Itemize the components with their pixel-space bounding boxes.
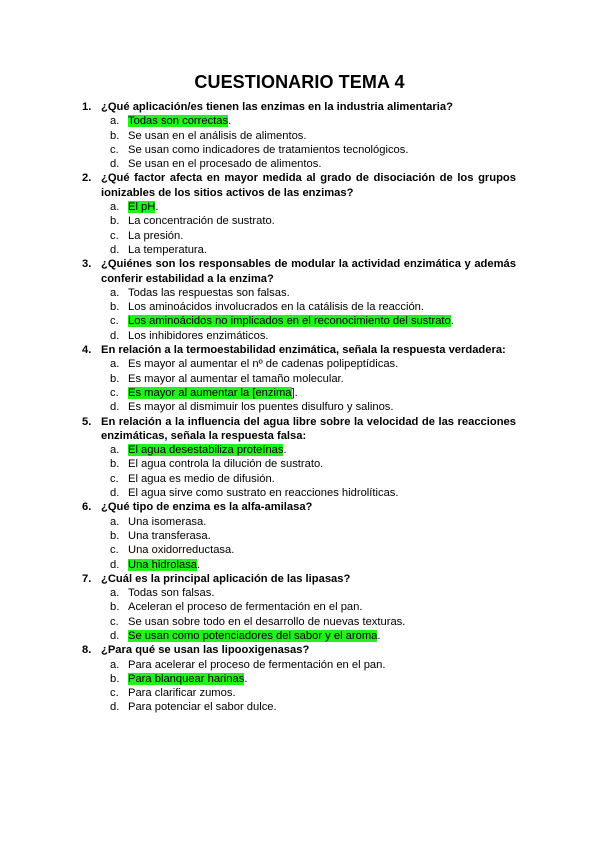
option-trailing-punctuation: . bbox=[197, 558, 201, 571]
option-body bbox=[128, 314, 516, 328]
option-letter: c. bbox=[110, 615, 119, 628]
option-letter: b. bbox=[110, 529, 120, 542]
option bbox=[82, 286, 516, 300]
question-block bbox=[82, 643, 516, 714]
option-trailing-punctuation: . bbox=[155, 201, 159, 214]
question-text: ¿Qué tipo de enzima es la alfa-amilasa? bbox=[101, 501, 313, 514]
option-text: Se usan en el procesado de alimentos. bbox=[128, 158, 322, 171]
option-body bbox=[128, 658, 516, 672]
option-text: Una isomerasa. bbox=[128, 515, 207, 528]
option-text: Los aminoácidos involucrados en la catálisis de la reacción. bbox=[128, 301, 425, 314]
option-body bbox=[128, 329, 516, 343]
option-text: Se usan en el análisis de alimentos. bbox=[128, 129, 307, 142]
option bbox=[82, 486, 516, 500]
option-letter: c. bbox=[110, 315, 119, 328]
question-number: 5. bbox=[82, 415, 92, 428]
question-number: 8. bbox=[82, 644, 92, 657]
option-letter: d. bbox=[110, 629, 120, 642]
option-trailing-punctuation: . bbox=[450, 315, 454, 328]
option-body bbox=[128, 129, 516, 143]
highlighted-answer-text: Se usan como potenciadores del sabor y el aroma bbox=[128, 629, 378, 642]
option-letter: b. bbox=[110, 301, 120, 314]
option bbox=[82, 214, 516, 228]
highlighted-answer-text: Una hidrolasa bbox=[128, 558, 198, 571]
option bbox=[82, 700, 516, 714]
option bbox=[82, 329, 516, 343]
option bbox=[82, 400, 516, 414]
option-list bbox=[82, 586, 516, 643]
question bbox=[82, 500, 516, 514]
option bbox=[82, 143, 516, 157]
option-letter: d. bbox=[110, 401, 120, 414]
question-text: ¿Para qué se usan las lipooxigenasas? bbox=[101, 644, 310, 657]
option-body bbox=[128, 300, 516, 314]
highlighted-answer-text: El agua desestabiliza proteínas bbox=[128, 444, 284, 457]
option-text: Aceleran el proceso de fermentación en el pan. bbox=[128, 601, 363, 614]
option-body bbox=[128, 472, 516, 486]
question-number: 4. bbox=[82, 344, 92, 357]
option-correct bbox=[82, 200, 516, 214]
option-list bbox=[82, 286, 516, 343]
option-text: Todas son falsas. bbox=[128, 587, 215, 600]
question-number: 7. bbox=[82, 572, 92, 585]
option-body bbox=[128, 457, 516, 471]
option-letter: a. bbox=[110, 201, 120, 214]
option-letter: b. bbox=[110, 458, 120, 471]
option bbox=[82, 658, 516, 672]
option-letter: d. bbox=[110, 487, 120, 500]
option-body bbox=[128, 114, 516, 128]
option-body bbox=[128, 672, 516, 686]
option-letter: a. bbox=[110, 115, 120, 128]
option-text: Una transferasa. bbox=[128, 529, 211, 542]
option-list bbox=[82, 114, 516, 171]
highlighted-answer-text: Los aminoácidos no implicados en el reconocimiento del sustrato bbox=[128, 315, 451, 328]
option-letter: c. bbox=[110, 544, 119, 557]
question-text: ¿Qué factor afecta en mayor medida al grado de disociación de los grupos ionizables de los sitios activos de las enzimas? bbox=[101, 172, 516, 199]
question-text: ¿Quiénes son los responsables de modular la actividad enzimática y además conferir estabilidad a la enzima? bbox=[101, 258, 516, 285]
option-body bbox=[128, 400, 516, 414]
option-list bbox=[82, 200, 516, 257]
option-list bbox=[82, 658, 516, 715]
option-correct bbox=[82, 443, 516, 457]
option-body bbox=[128, 700, 516, 714]
option bbox=[82, 129, 516, 143]
option-list bbox=[82, 443, 516, 500]
option bbox=[82, 472, 516, 486]
option-letter: b. bbox=[110, 215, 120, 228]
option-body bbox=[128, 157, 516, 171]
option-body bbox=[128, 229, 516, 243]
option-correct bbox=[82, 672, 516, 686]
highlighted-answer-text: Es mayor al aumentar la [enzima bbox=[128, 386, 292, 399]
option-body bbox=[128, 443, 516, 457]
option-letter: d. bbox=[110, 243, 120, 256]
option-letter: a. bbox=[110, 658, 120, 671]
option-correct bbox=[82, 386, 516, 400]
option-body bbox=[128, 200, 516, 214]
option-text: Se usan sobre todo en el desarrollo de nuevas texturas. bbox=[128, 615, 406, 628]
option-letter: a. bbox=[110, 286, 120, 299]
option-text: La presión. bbox=[128, 229, 184, 242]
option-correct bbox=[82, 629, 516, 643]
question-number: 6. bbox=[82, 501, 92, 514]
highlighted-answer-text: El pH bbox=[128, 201, 156, 214]
option-letter: b. bbox=[110, 601, 120, 614]
question bbox=[82, 171, 516, 200]
option-body bbox=[128, 600, 516, 614]
option bbox=[82, 586, 516, 600]
option bbox=[82, 157, 516, 171]
option-letter: d. bbox=[110, 329, 120, 342]
option-body bbox=[128, 615, 516, 629]
question-block bbox=[82, 500, 516, 571]
option-text: El agua controla la dilución de sustrato. bbox=[128, 458, 324, 471]
question bbox=[82, 257, 516, 286]
option-text: Una oxidorreductasa. bbox=[128, 544, 235, 557]
option bbox=[82, 372, 516, 386]
option bbox=[82, 529, 516, 543]
option-letter: c. bbox=[110, 386, 119, 399]
option-body bbox=[128, 543, 516, 557]
option-letter: d. bbox=[110, 701, 120, 714]
option-body bbox=[128, 558, 516, 572]
option-trailing-punctuation: . bbox=[244, 672, 248, 685]
question bbox=[82, 415, 516, 444]
question-text: ¿Cuál es la principal aplicación de las lipasas? bbox=[101, 572, 351, 585]
question-block bbox=[82, 343, 516, 414]
option-body bbox=[128, 372, 516, 386]
option bbox=[82, 300, 516, 314]
option-trailing-punctuation: . bbox=[228, 115, 232, 128]
option bbox=[82, 615, 516, 629]
option-letter: a. bbox=[110, 444, 120, 457]
question bbox=[82, 643, 516, 657]
option-text: La concentración de sustrato. bbox=[128, 215, 275, 228]
option-letter: a. bbox=[110, 587, 120, 600]
option-correct bbox=[82, 114, 516, 128]
option-letter: b. bbox=[110, 372, 120, 385]
question bbox=[82, 100, 516, 114]
option-letter: c. bbox=[110, 143, 119, 156]
option bbox=[82, 457, 516, 471]
option-body bbox=[128, 243, 516, 257]
option bbox=[82, 515, 516, 529]
option-text: El agua es medio de difusión. bbox=[128, 472, 275, 485]
option-list bbox=[82, 357, 516, 414]
option-list bbox=[82, 515, 516, 572]
question-number: 2. bbox=[82, 172, 92, 185]
option-trailing-punctuation: ]. bbox=[291, 386, 298, 399]
question bbox=[82, 343, 516, 357]
option-body bbox=[128, 586, 516, 600]
option-letter: b. bbox=[110, 129, 120, 142]
option-body bbox=[128, 386, 516, 400]
option-trailing-punctuation: . bbox=[283, 444, 287, 457]
option-letter: d. bbox=[110, 158, 120, 171]
option-letter: c. bbox=[110, 472, 119, 485]
option-body bbox=[128, 214, 516, 228]
option-correct bbox=[82, 314, 516, 328]
highlighted-answer-text: Para blanquear harinas bbox=[128, 672, 245, 685]
option-letter: a. bbox=[110, 515, 120, 528]
option-text: La temperatura. bbox=[128, 243, 207, 256]
option bbox=[82, 243, 516, 257]
option-text: Para potenciar el sabor dulce. bbox=[128, 701, 277, 714]
question bbox=[82, 572, 516, 586]
option-body bbox=[128, 529, 516, 543]
question-text: ¿Qué aplicación/es tienen las enzimas en la industria alimentaria? bbox=[101, 101, 453, 113]
question-list bbox=[82, 100, 516, 715]
option-text: Todas las respuestas son falsas. bbox=[128, 286, 290, 299]
option bbox=[82, 357, 516, 371]
option-letter: b. bbox=[110, 672, 120, 685]
question-block bbox=[82, 415, 516, 501]
option-body bbox=[128, 143, 516, 157]
option-letter: c. bbox=[110, 687, 119, 700]
option-text: El agua sirve como sustrato en reacciones hidrolíticas. bbox=[128, 487, 399, 500]
question-text: En relación a la influencia del agua libre sobre la velocidad de las reacciones enzimáticas, señala la respuesta falsa: bbox=[101, 415, 516, 442]
question-block bbox=[82, 257, 516, 343]
option-letter: a. bbox=[110, 358, 120, 371]
option-body bbox=[128, 286, 516, 300]
option bbox=[82, 686, 516, 700]
highlighted-answer-text: Todas son correctas bbox=[128, 115, 229, 128]
option-text: Es mayor al aumentar el nº de cadenas polipeptídicas. bbox=[128, 358, 399, 371]
question-text: En relación a la termoestabilidad enzimática, señala la respuesta verdadera: bbox=[101, 344, 506, 357]
option-body bbox=[128, 629, 516, 643]
question-block bbox=[82, 572, 516, 643]
option-letter: d. bbox=[110, 558, 120, 571]
option bbox=[82, 229, 516, 243]
option-text: Para acelerar el proceso de fermentación en el pan. bbox=[128, 658, 386, 671]
option-text: Es mayor al aumentar el tamaño molecular. bbox=[128, 372, 344, 385]
option-correct bbox=[82, 558, 516, 572]
option-text: Para clarificar zumos. bbox=[128, 687, 236, 700]
option bbox=[82, 543, 516, 557]
question-number: 3. bbox=[82, 258, 92, 271]
page-title: CUESTIONARIO TEMA 4 bbox=[194, 72, 405, 92]
option-letter: c. bbox=[110, 229, 119, 242]
option-body bbox=[128, 686, 516, 700]
option-text: Es mayor al dismimuir los puentes disulfuro y salinos. bbox=[128, 401, 394, 414]
option-body bbox=[128, 357, 516, 371]
question-block bbox=[82, 171, 516, 257]
option-trailing-punctuation: . bbox=[377, 629, 381, 642]
option bbox=[82, 600, 516, 614]
question-block bbox=[82, 100, 516, 171]
question-number: 1. bbox=[82, 101, 92, 113]
option-body bbox=[128, 486, 516, 500]
option-text: Los inhibidores enzimáticos. bbox=[128, 329, 269, 342]
option-body bbox=[128, 515, 516, 529]
option-text: Se usan como indicadores de tratamientos tecnológicos. bbox=[128, 143, 409, 156]
